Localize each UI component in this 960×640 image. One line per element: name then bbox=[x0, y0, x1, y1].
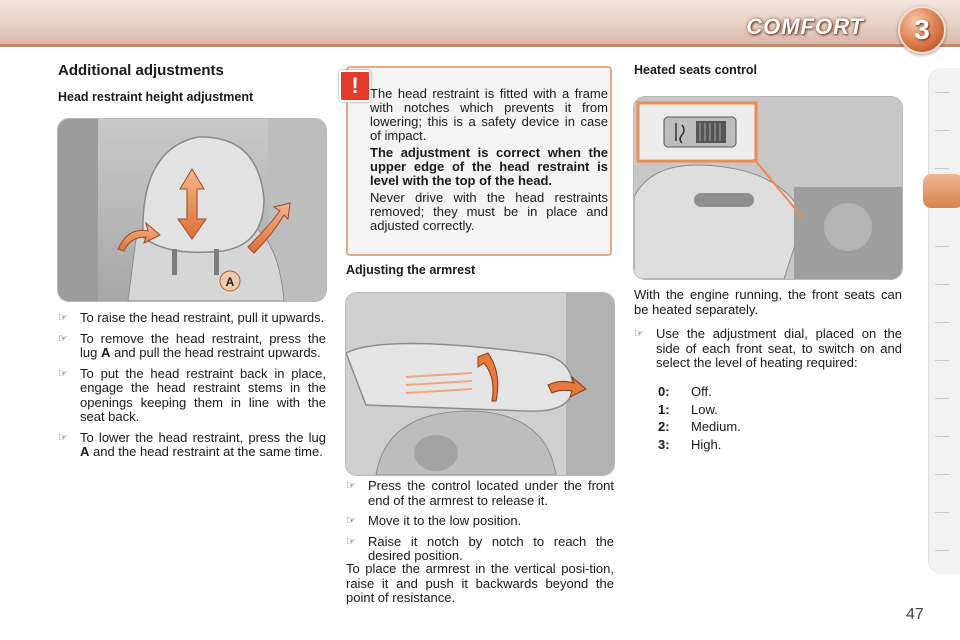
level-key: 2: bbox=[658, 419, 670, 434]
step-text: and the head restraint at the same time. bbox=[89, 444, 323, 459]
tab-divider bbox=[935, 474, 949, 475]
tab-divider bbox=[935, 550, 949, 551]
list-item bbox=[58, 311, 326, 326]
chapter-title: COMFORT bbox=[746, 14, 864, 39]
pointing-hand-icon: ☞ bbox=[346, 480, 356, 492]
warning-emphasis: The adjustment is correct when the upper edge of the head restraint is level with the top of the head. bbox=[370, 145, 608, 188]
tab-divider bbox=[935, 246, 949, 247]
list-item bbox=[634, 327, 902, 371]
step-text: Use the adjustment dial, placed on the side of each front seat, to switch on and select the level of heating required: bbox=[656, 326, 902, 370]
tab-divider bbox=[935, 92, 949, 93]
level-key: 0: bbox=[658, 384, 670, 399]
level-row bbox=[658, 402, 741, 420]
level-row bbox=[658, 419, 741, 437]
step-text: To lower the head restraint, press the lug bbox=[80, 429, 326, 445]
level-key: 1: bbox=[658, 401, 670, 417]
tab-divider bbox=[935, 398, 949, 399]
section-title: Additional adjustments bbox=[58, 62, 224, 79]
step-text: To put the head restraint back in place, engage the head restraint stems in the openings keeping them in line with the seat back. bbox=[80, 365, 326, 424]
lug-reference: A bbox=[80, 444, 90, 459]
step-text: Move it to the low position. bbox=[368, 513, 522, 528]
step-text: To remove the head restraint, press the lug bbox=[80, 330, 326, 360]
tab-divider bbox=[935, 360, 949, 361]
step-text: and pull the head restraint upwards. bbox=[110, 345, 321, 360]
level-label: High. bbox=[691, 436, 722, 452]
list-item bbox=[58, 431, 326, 460]
page-number: 47 bbox=[906, 606, 924, 623]
warning-paragraph: Never drive with the head restraints removed; they must be in place and adjusted correctly. bbox=[370, 190, 608, 233]
tab-divider bbox=[935, 168, 949, 169]
pointing-hand-icon: ☞ bbox=[346, 515, 356, 527]
heated-seats-subheading: Heated seats control bbox=[634, 63, 757, 77]
level-label: Medium. bbox=[691, 419, 741, 434]
lug-reference: A bbox=[100, 345, 111, 360]
tab-divider bbox=[935, 436, 949, 437]
chapter-number-badge: 3 bbox=[898, 6, 946, 54]
heated-seats-photo bbox=[633, 96, 903, 280]
step-text: To raise the head restraint, pull it upwards. bbox=[80, 310, 325, 325]
armrest-closing-text: To place the armrest in the vertical posi-tion, raise it and push it backwards beyond the point of resistance. bbox=[346, 561, 614, 605]
heated-seats-intro: With the engine running, the front seats can be heated separately. bbox=[634, 287, 902, 317]
tab-divider bbox=[935, 130, 949, 131]
tab-divider bbox=[935, 322, 949, 323]
head-restraint-illustration bbox=[58, 119, 326, 301]
page-header bbox=[0, 0, 960, 52]
active-chapter-tab[interactable] bbox=[923, 174, 960, 208]
armrest-subheading: Adjusting the armrest bbox=[346, 263, 476, 277]
step-text: Press the control located under the front end of the armrest to release it. bbox=[368, 478, 614, 508]
list-item bbox=[58, 367, 326, 425]
list-item bbox=[346, 514, 614, 529]
level-row bbox=[658, 384, 741, 402]
list-item bbox=[346, 535, 614, 564]
level-key: 3: bbox=[658, 436, 670, 452]
pointing-hand-icon: ☞ bbox=[634, 328, 644, 340]
heating-levels bbox=[658, 384, 741, 454]
pointing-hand-icon: ☞ bbox=[58, 312, 68, 324]
pointing-hand-icon: ☞ bbox=[58, 332, 68, 345]
step-text: Raise it notch by notch to reach the desired position. bbox=[368, 533, 614, 563]
heated-seats-steps bbox=[634, 327, 902, 377]
lug-a-label: A bbox=[225, 275, 235, 289]
chapter-tab-strip bbox=[928, 68, 960, 574]
head-restraint-steps bbox=[58, 311, 326, 466]
head-restraint-subheading: Head restraint height adjustment bbox=[58, 90, 254, 104]
pointing-hand-icon: ☞ bbox=[346, 535, 356, 548]
list-item bbox=[346, 479, 614, 508]
pointing-hand-icon: ☞ bbox=[58, 431, 68, 444]
exclamation-icon: ! bbox=[339, 70, 371, 102]
level-row bbox=[658, 437, 741, 455]
armrest-steps bbox=[346, 479, 614, 570]
list-item bbox=[58, 332, 326, 361]
tab-divider bbox=[935, 512, 949, 513]
level-label: Low. bbox=[691, 401, 718, 417]
level-label: Off. bbox=[691, 384, 712, 399]
warning-paragraph: The head restraint is fitted with a frame with notches which prevents it from lowering; this is a safety device in case of impact. bbox=[370, 86, 608, 143]
heated-seats-illustration bbox=[634, 97, 902, 279]
pointing-hand-icon: ☞ bbox=[58, 367, 68, 380]
head-restraint-photo bbox=[57, 118, 327, 302]
tab-divider bbox=[935, 284, 949, 285]
warning-text bbox=[370, 87, 608, 236]
armrest-photo bbox=[345, 292, 615, 476]
armrest-illustration bbox=[346, 293, 614, 475]
header-rule bbox=[0, 44, 960, 47]
